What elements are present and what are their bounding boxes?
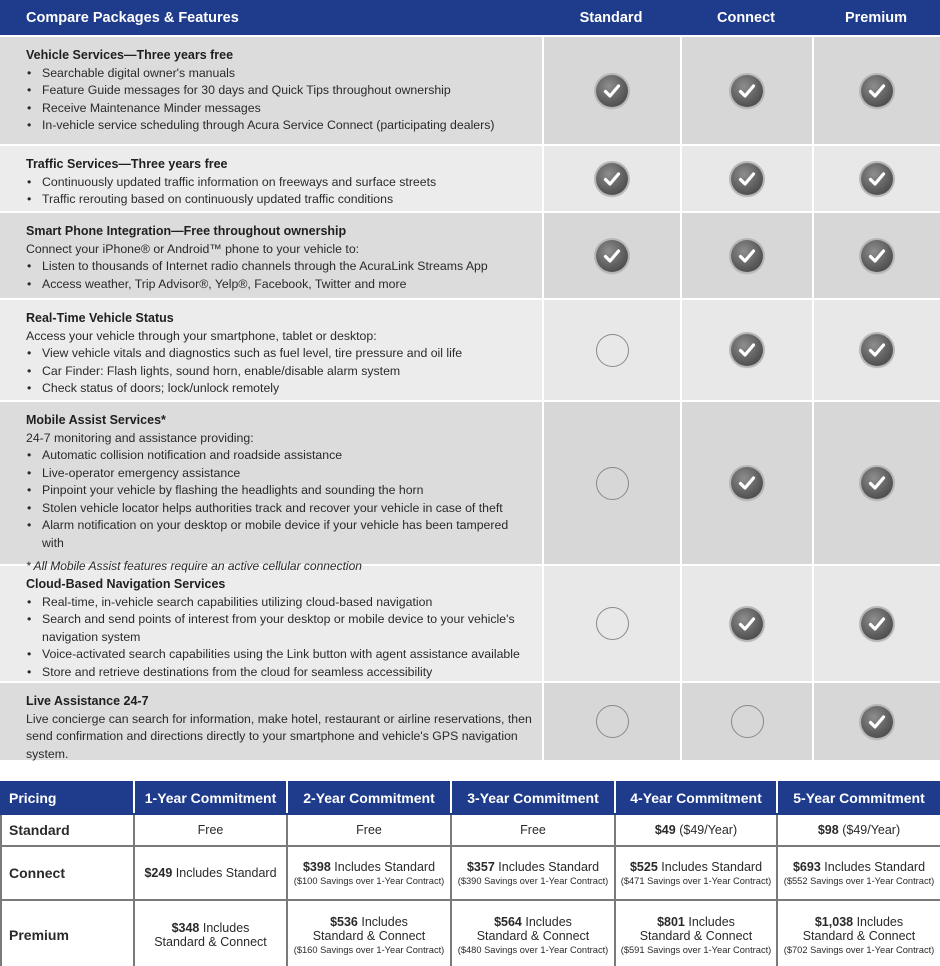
pricing-cell [615,846,777,900]
column-header-connect: Connect [717,10,775,26]
feature-title: Mobile Assist Services* [26,413,166,427]
pricing-cell [134,814,287,846]
price-includes: Includes Standard [175,866,277,880]
price-includes-detail: Standard & Connect [154,935,267,949]
pricing-cell [287,846,451,900]
price-savings: ($591 Savings over 1-Year Contract) [620,945,772,955]
feature-intro: Access your vehicle through your smartphone, tablet or desktop: [26,328,377,343]
feature-intro: Live concierge can search for information, make hotel, restaurant or airline reservations, then send confirmation and directions directly to your smartphone and vehicle's GPS navigation system. [26,711,532,761]
price-amount: $49 [654,823,676,837]
pricing-cell [615,814,777,846]
price-amount: $525 [629,860,658,874]
pricing-cell [287,900,451,966]
cell-premium [812,37,940,144]
feature-bullet: • In-vehicle service scheduling through Acura Service Connect (participating dealers) [26,117,532,135]
feature-title: Cloud-Based Navigation Services [26,577,226,591]
price-includes-detail: Standard & Connect [802,929,916,943]
pricing-table [0,781,940,966]
empty-circle-icon [596,705,629,738]
checkmark-circle-icon [861,240,893,272]
feature-bullet: • Traffic rerouting based on continuously updated traffic conditions [26,191,532,209]
feature-description [0,37,542,144]
checkmark-circle-icon [861,163,893,195]
feature-bullet: • Automatic collision notification and roadside assistance [26,447,532,465]
cell-premium [812,146,940,211]
price-amount: Free [197,823,224,837]
cell-standard [542,146,680,211]
pricing-cell [134,900,287,966]
pricing-row-label: Standard [1,814,134,846]
pricing-cell [451,846,615,900]
feature-bullet: • Searchable digital owner's manuals [26,65,532,83]
pricing-header-label: Pricing [1,782,134,814]
column-header-premium: Premium [844,10,908,26]
cell-standard [542,37,680,144]
cell-standard [542,683,680,760]
price-includes: Includes [856,915,904,929]
feature-title: Smart Phone Integration—Free throughout ownership [26,224,347,238]
checkmark-circle-icon [731,75,763,107]
checkmark-circle-icon [731,334,763,366]
pricing-header-row [1,782,940,814]
feature-row [0,211,940,298]
pricing-cell [777,814,940,846]
feature-bullet-list [26,345,532,398]
price-amount: $536 [330,915,358,929]
feature-bullet: • Voice-activated search capabilities using the Link button with agent assistance available [26,646,532,664]
feature-intro: 24-7 monitoring and assistance providing: [26,430,254,445]
feature-title: Real-Time Vehicle Status [26,311,174,325]
feature-rows [0,35,940,760]
price-includes: Includes Standard [334,860,436,874]
pricing-header-1-year: 1-Year Commitment [134,782,287,814]
pricing-cell [777,846,940,900]
pricing-row-label: Connect [1,846,134,900]
cell-connect [680,300,812,400]
cell-standard [542,213,680,298]
checkmark-circle-icon [731,163,763,195]
checkmark-circle-icon [861,467,893,499]
price-amount: $357 [466,860,495,874]
checkmark-circle-icon [861,334,893,366]
price-includes: ($49/Year) [842,823,901,837]
cell-premium [812,683,940,760]
cell-standard [542,566,680,681]
price-includes: Includes [688,915,735,929]
pricing-row-standard [1,814,940,846]
feature-title: Traffic Services—Three years free [26,157,228,171]
pricing-header-2-year: 2-Year Commitment [287,782,451,814]
empty-circle-icon [596,334,629,367]
pricing-row-premium [1,900,940,966]
pricing-body [1,814,940,966]
pricing-row-label: Premium [1,900,134,966]
price-savings: ($702 Savings over 1-Year Contract) [783,945,935,955]
feature-bullet: • Stolen vehicle locator helps authorities track and recover your vehicle in case of theft [26,500,532,518]
pricing-row-connect [1,846,940,900]
feature-row [0,35,940,144]
cell-connect [680,213,812,298]
pricing-cell [777,900,940,966]
feature-description [0,402,542,573]
feature-bullet-list [26,594,532,682]
feature-bullet: • Car Finder: Flash lights, sound horn, enable/disable alarm system [26,363,532,381]
feature-bullet: • Listen to thousands of Internet radio channels through the AcuraLink Streams App [26,258,532,276]
feature-row [0,564,940,681]
cell-premium [812,300,940,400]
cell-connect [680,146,812,211]
checkmark-circle-icon [731,608,763,640]
checkmark-circle-icon [596,75,628,107]
price-savings: ($390 Savings over 1-Year Contract) [457,876,609,886]
cell-connect [680,566,812,681]
checkmark-circle-icon [861,75,893,107]
pricing-cell [451,814,615,846]
pricing-cell [451,900,615,966]
price-includes: Includes Standard [498,860,600,874]
cell-standard [542,402,680,564]
pricing-header-3-year: 3-Year Commitment [451,782,615,814]
feature-bullet: • Access weather, Trip Advisor®, Yelp®, Facebook, Twitter and more [26,276,532,294]
empty-circle-icon [596,467,629,500]
feature-bullet: • Feature Guide messages for 30 days and Quick Tips throughout ownership [26,82,532,100]
features-header-title: Compare Packages & Features [26,10,239,26]
cell-premium [812,566,940,681]
pricing-cell [134,846,287,900]
price-includes: Includes [202,921,250,935]
feature-description [0,300,542,400]
cell-standard [542,300,680,400]
feature-bullet: • View vehicle vitals and diagnostics such as fuel level, tire pressure and oil life [26,345,532,363]
pricing-cell [287,814,451,846]
feature-row [0,298,940,400]
price-amount: Free [356,823,382,837]
feature-footnote: * All Mobile Assist features require an active cellular connection [26,559,362,573]
feature-bullet: • Pinpoint your vehicle by flashing the headlights and sounding the horn [26,482,532,500]
feature-title: Live Assistance 24-7 [26,694,149,708]
price-includes: Includes Standard [661,860,763,874]
checkmark-circle-icon [861,706,893,738]
pricing-header-5-year: 5-Year Commitment [777,782,940,814]
checkmark-circle-icon [861,608,893,640]
price-savings: ($552 Savings over 1-Year Contract) [783,876,935,886]
empty-circle-icon [731,705,764,738]
checkmark-circle-icon [596,163,628,195]
price-amount: $801 [657,915,685,929]
feature-bullet: • Alarm notification on your desktop or mobile device if your vehicle has been tampered with [26,517,532,552]
column-header-standard: Standard [579,10,643,26]
feature-row [0,144,940,211]
cell-premium [812,213,940,298]
price-includes: Includes Standard [824,860,926,874]
price-includes-detail: Standard & Connect [476,929,590,943]
feature-bullet: • Continuously updated traffic information on freeways and surface streets [26,174,532,192]
feature-description [0,566,542,681]
pricing-cell [615,900,777,966]
feature-bullet: • Live-operator emergency assistance [26,465,532,483]
feature-description [0,146,542,211]
price-amount: $1,038 [814,915,854,929]
cell-connect [680,37,812,144]
feature-bullet: • Search and send points of interest from your desktop or mobile device to your vehicle's navigation system [26,611,532,646]
price-savings: ($160 Savings over 1-Year Contract) [293,945,445,955]
feature-bullet-list [26,258,532,293]
cell-premium [812,402,940,564]
price-amount: $693 [792,860,821,874]
pricing-header-4-year: 4-Year Commitment [615,782,777,814]
price-amount: $398 [302,860,331,874]
feature-bullet: • Real-time, in-vehicle search capabilities utilizing cloud-based navigation [26,594,532,612]
cell-connect [680,402,812,564]
feature-row [0,681,940,760]
features-header-row [0,0,940,35]
feature-description [0,213,542,298]
price-includes: Includes [525,915,572,929]
price-includes: Includes [361,915,408,929]
feature-bullet: • Receive Maintenance Minder messages [26,100,532,118]
price-amount: Free [520,823,546,837]
price-amount: $564 [494,915,522,929]
checkmark-circle-icon [731,240,763,272]
price-amount: $249 [144,866,173,880]
feature-bullet: • Store and retrieve destinations from the cloud for seamless accessibility [26,664,532,682]
price-includes: ($49/Year) [679,823,738,837]
feature-bullet-list [26,447,532,552]
feature-title: Vehicle Services—Three years free [26,48,234,62]
feature-intro: Connect your iPhone® or Android™ phone to your vehicle to: [26,241,360,256]
price-savings: ($480 Savings over 1-Year Contract) [457,945,609,955]
checkmark-circle-icon [731,467,763,499]
feature-bullet-list [26,174,532,209]
feature-bullet: • Check status of doors; lock/unlock remotely [26,380,532,398]
cell-connect [680,683,812,760]
price-includes-detail: Standard & Connect [639,929,753,943]
feature-bullet-list [26,65,532,135]
price-savings: ($471 Savings over 1-Year Contract) [620,876,772,886]
price-savings: ($100 Savings over 1-Year Contract) [293,876,445,886]
feature-description [0,683,542,760]
price-amount: $98 [817,823,839,837]
feature-row [0,400,940,573]
price-amount: $348 [171,921,200,935]
empty-circle-icon [596,607,629,640]
checkmark-circle-icon [596,240,628,272]
price-includes-detail: Standard & Connect [312,929,426,943]
